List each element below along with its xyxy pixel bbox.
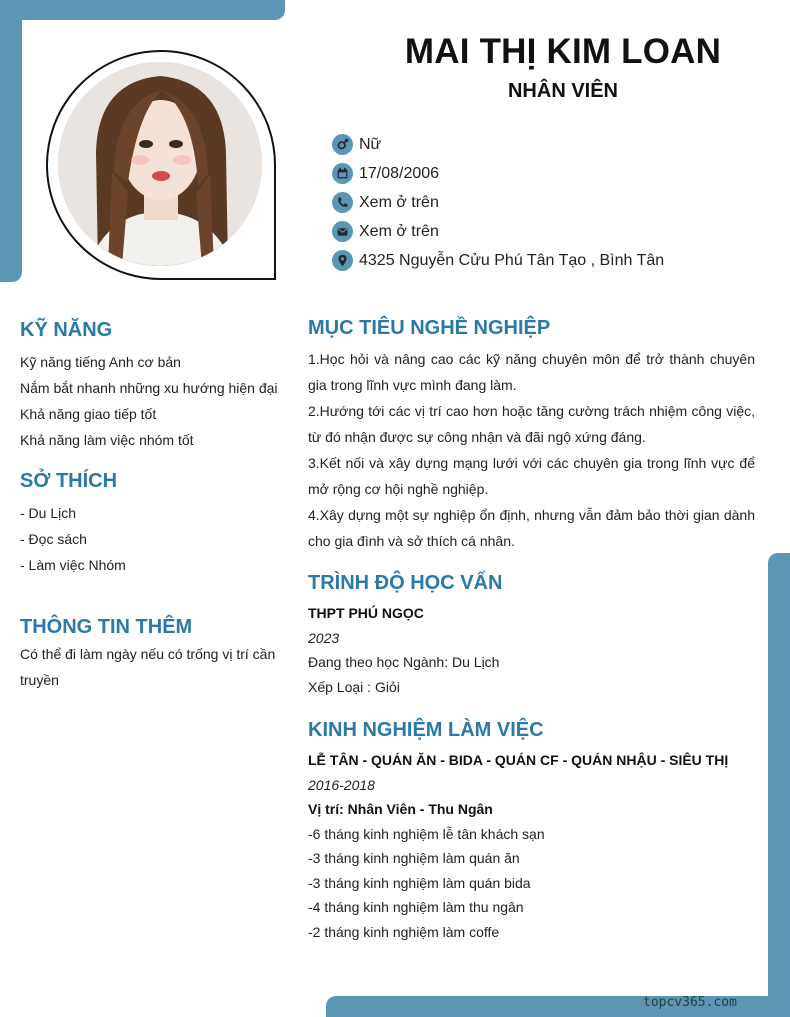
experience-line: -3 tháng kinh nghiệm làm quán ăn: [308, 850, 520, 866]
education-line: Xếp Loại : Giỏi: [308, 678, 400, 695]
contact-birthday: [332, 159, 664, 188]
extra-info-heading: THÔNG TIN THÊM: [20, 616, 193, 638]
objective-list: [308, 346, 755, 554]
hobby-item: - Du Lịch: [20, 505, 77, 521]
left-accent-bar: [0, 0, 22, 282]
experience-line: -4 tháng kinh nghiệm làm thu ngân: [308, 899, 524, 915]
objective-item: 3.Kết nối và xây dựng mạng lưới với các chuyên gia trong lĩnh vực để mở rộng cơ hội nghề nghiệp.: [308, 455, 755, 497]
education-line: Đang theo học Ngành: Du Lịch: [308, 654, 500, 670]
education-block: [308, 601, 758, 699]
avatar: [58, 62, 262, 266]
objective-item: 1.Học hỏi và nâng cao các kỹ năng chuyên môn để trở thành chuyên gia trong lĩnh vực mình đang làm.: [308, 351, 755, 393]
extra-info-text: Có thể đi làm ngày nếu có trống vị trí cần truyền: [20, 646, 276, 688]
mail-icon: [332, 221, 353, 242]
experience-position: Vị trí: Nhân Viên - Thu Ngân: [308, 801, 493, 817]
avatar-portrait: [58, 62, 262, 266]
experience-period: 2016-2018: [308, 776, 375, 793]
contact-gender: [332, 130, 664, 159]
watermark: topcv365.com: [643, 995, 737, 1010]
contact-email: [332, 217, 664, 246]
experience-line: -3 tháng kinh nghiệm làm quán bida: [308, 874, 531, 891]
contact-phone: [332, 188, 664, 217]
address-value: 4325 Nguyễn Cửu Phú Tân Tạo , Bình Tân: [359, 251, 665, 269]
birthday-value: 17/08/2006: [359, 164, 440, 182]
hobbies-list: [20, 500, 285, 578]
skill-item: Khả năng làm việc nhóm tốt: [20, 432, 194, 448]
top-accent-bar: [0, 0, 285, 20]
education-year: 2023: [308, 629, 340, 646]
skills-heading: KỸ NĂNG: [20, 319, 113, 341]
candidate-name: MAI THỊ KIM LOAN: [404, 32, 722, 71]
company-name: LỄ TÂN - QUÁN ĂN - BIDA - QUÁN CF - QUÁN NHẬU - SIÊU THỊ: [308, 752, 729, 768]
right-accent-bar: [768, 553, 790, 1017]
experience-line: -2 tháng kinh nghiệm làm coffe: [308, 923, 500, 940]
hobby-item: - Đọc sách: [20, 531, 87, 547]
experience-block: [308, 748, 758, 944]
contact-address: [332, 246, 664, 275]
experience-heading: KINH NGHIỆM LÀM VIỆC: [308, 719, 544, 741]
skills-list: [20, 349, 285, 453]
school-name: THPT PHÚ NGỌC: [308, 605, 424, 621]
location-icon: [332, 250, 353, 271]
job-title: NHÂN VIÊN: [507, 80, 618, 102]
objective-heading: MỤC TIÊU NGHỀ NGHIỆP: [308, 317, 551, 339]
phone-icon: [332, 192, 353, 213]
objective-item: 4.Xây dựng một sự nghiệp ổn định, nhưng vẫn đảm bảo thời gian dành cho gia đình và sở thích cá nhân.: [308, 507, 755, 549]
email-value: Xem ở trên: [359, 222, 439, 240]
skill-item: Khả năng giao tiếp tốt: [20, 406, 157, 422]
education-heading: TRÌNH ĐỘ HỌC VẤN: [308, 572, 503, 594]
hobby-item: - Làm việc Nhóm: [20, 557, 126, 573]
contact-info: [332, 130, 664, 275]
calendar-icon: [332, 163, 353, 184]
skill-item: Kỹ năng tiếng Anh cơ bản: [20, 354, 181, 370]
gender-icon: [332, 134, 353, 155]
objective-item: 2.Hướng tới các vị trí cao hơn hoặc tăng cường trách nhiệm công việc, từ đó nhận được sự công nhận và đãi ngộ xứng đáng.: [308, 403, 755, 445]
gender-value: Nữ: [359, 135, 382, 153]
experience-line: -6 tháng kinh nghiệm lễ tân khách sạn: [308, 825, 545, 842]
hobbies-heading: SỞ THÍCH: [20, 470, 118, 492]
phone-value: Xem ở trên: [359, 193, 439, 211]
skill-item: Nắm bắt nhanh những xu hướng hiện đại: [20, 380, 278, 396]
